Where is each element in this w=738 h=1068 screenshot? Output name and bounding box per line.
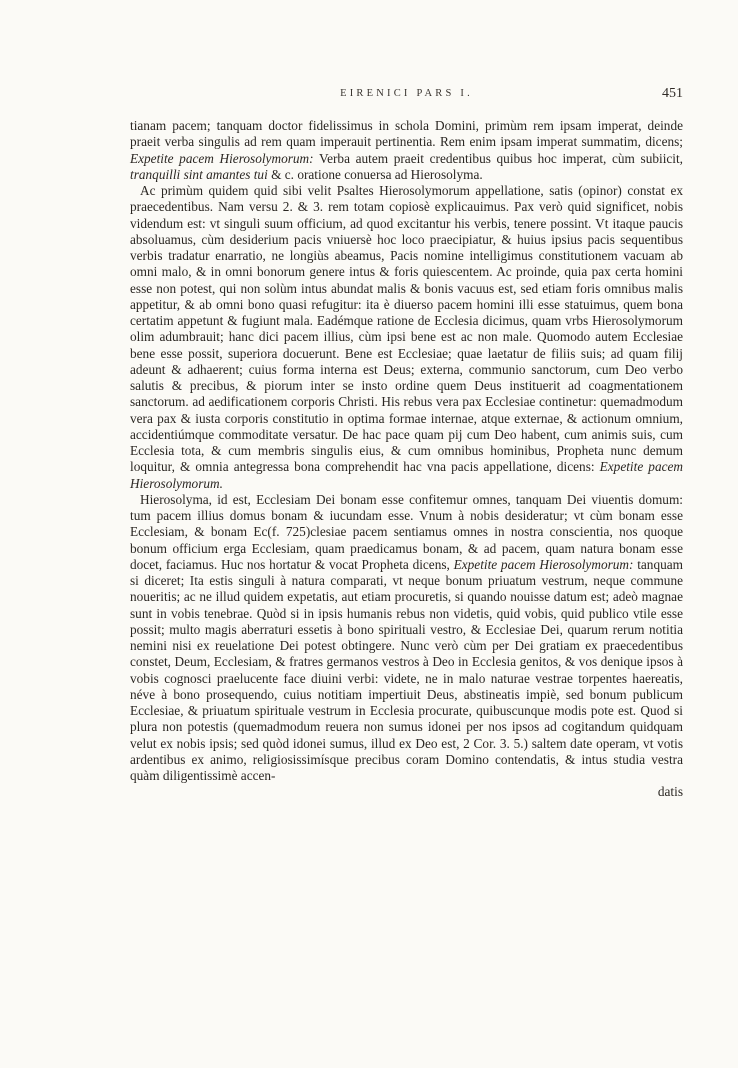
running-head: EIRENICI PARS I. bbox=[340, 88, 473, 99]
paragraph-1 bbox=[130, 118, 683, 183]
text-run: tanquam si diceret; Ita estis singuli à natura comparati, vt neque bonum priuatum vestrum, neque commune noueritis; ac ne illud quidem expetatis, aut etiam procuretis, si quando nouisse datum est; adeò magnae sunt in vobis tenebrae. Quòd si in ipsis humanis rebus non videtis, quid vobis, quid publico vtile esse possit; multo magis aberraturi essetis à bono spirituali vestro, & Ecclesiae Dei, quarum rerum notitia nemini nisi ex reuelatione Dei potest obtingere. Nunc verò cùm per Dei gratiam ex praecedentibus constet, Deum, Ecclesiam, & fratres germanos vestros à Deo in Ecclesia genitos, & vos denique ipsos à vobis cognosci praelucente face diuini verbi: videte, ne in malo naturae vestrae torpentes haereatis, néve à bono prosequendo, cuius notitiam impertiuit Deus, abstineatis impiè, sed bonum publicum Ecclesiae, & priuatum spirituale vestrum in Ecclesia procurate, quibuscunque modis pote est. Quod si plura non potestis (quemadmodum reuera non sumus idonei per nos ipsos ad cogitandum quidquam velut ex nobis ipsis; sed quòd idonei sumus, illud ex Deo est, 2 Cor. 3. 5.) saltem date operam, vt votis ardentibus ex animo, religiosissimísque precibus coram Domino contendatis, & intus studia vestra quàm diligentissimè accen- bbox=[130, 556, 683, 783]
paragraph-2 bbox=[130, 183, 683, 492]
text-run: Hierosolyma, id est, Ecclesiam Dei bonam esse confitemur omnes, tanquam Dei viuentis domum: tum pacem illius domus bonam & iucundam esse. Vnum à nobis desideratur; vt cùm bonam esse Ecclesiam, & bonam Ec(f. 725)clesiae pacem sentiamus omnes in nostra conscientia, nos quoque bonum officium erga Ecclesiam, quam praedicamus bonam, & ad pacem, quam natura bonam esse docet, faciamus. Huc nos hortatur & vocat Propheta dicens, bbox=[130, 491, 683, 572]
italic-quote: Expetite pacem Hierosolymorum. bbox=[130, 459, 684, 491]
text-run: Ac primùm quidem quid sibi velit Psaltes Hierosolymorum appellatione, satis (opinor) constat ex praecedentibus. Nam versu 2. & 3. rem totam copiosè explicauimus. Pax verò quid significet, nobis videndum est: vt singuli suum officium, ad quod excitantur his verbis, tenere possint. Vt itaque paucis absoluamus, cùm desiderium pacis vniuersè hoc loco praecipiatur, & huius ipsius pacis sequentibus verbis tradatur enarratio, ne longiùs abeamus, Pacis nomine intelligimus constitutionem vacuam ab omni malo, & in omni bonorum genere intus & foris quiescentem. Ac proinde, quia pax certa homini esse non potest, qui non solùm intus abundat malis & bonis vacuus est, sed etiam foris omnibus malis appetitur, & ab omni bono quasi refugitur: ita è diuerso pacem homini illi esse statuimus, quem bona certatim appetunt & fugiunt mala. Eadémque ratione de Ecclesia dicimus, quam vrbs Hierosolymorum olim adumbrauit; hanc dici pacem illius, cùm ipsi bene est ac non male. Quomodo autem Ecclesiae bene esse possit, superiora docuerunt. Bene est Ecclesiae; quae laetatur de filiis suis; ad quam filij adeunt & adhaerent; cuius forma interna est Deus; externa, communio sanctorum, cum Deo verbo salutis & precibus, & piorum inter se insto ordine quem Deus instituerit ad coagmentationem sanctorum. ad aedificationem corporis Christi. His rebus vera pax Ecclesiae continetur: quemadmodum vera pax & iusta corporis constitutio in optima formae internae, atque externae, & actionum omnium, accidentiúmque commoditate versatur. De hac pace quam pij cum Deo habent, cum animis suis, cum Ecclesia tota, & cum membris singulis eius, & cum omnibus hominibus, Propheta nunc demum loquitur, & omnia antegressa bona comprehendit hac vna pacis appellatione, dicens: bbox=[130, 183, 683, 475]
text-run: Verba autem praeit credentibus quibus hoc imperat, cùm subiicit, bbox=[313, 150, 683, 166]
italic-quote: Expetite pacem Hierosolymorum: bbox=[453, 556, 634, 572]
text-run: tianam pacem; tanquam doctor fidelissimus in schola Domini, primùm rem ipsam imperat, deinde praeit verba singulis ad rem quam imperauit pertinentia. Rem enim ipsam imperat summatim, dicens; bbox=[130, 118, 683, 150]
italic-quote: tranquilli sint amantes tui bbox=[130, 166, 268, 182]
page-header bbox=[130, 86, 683, 106]
text-run: & c. oratione conuersa ad Hierosolyma. bbox=[267, 166, 483, 182]
body-text bbox=[130, 118, 683, 801]
italic-quote: Expetite pacem Hierosolymorum: bbox=[130, 150, 314, 166]
paragraph-3 bbox=[130, 492, 683, 785]
catchword: datis bbox=[657, 784, 683, 800]
page-number: 451 bbox=[662, 86, 683, 101]
